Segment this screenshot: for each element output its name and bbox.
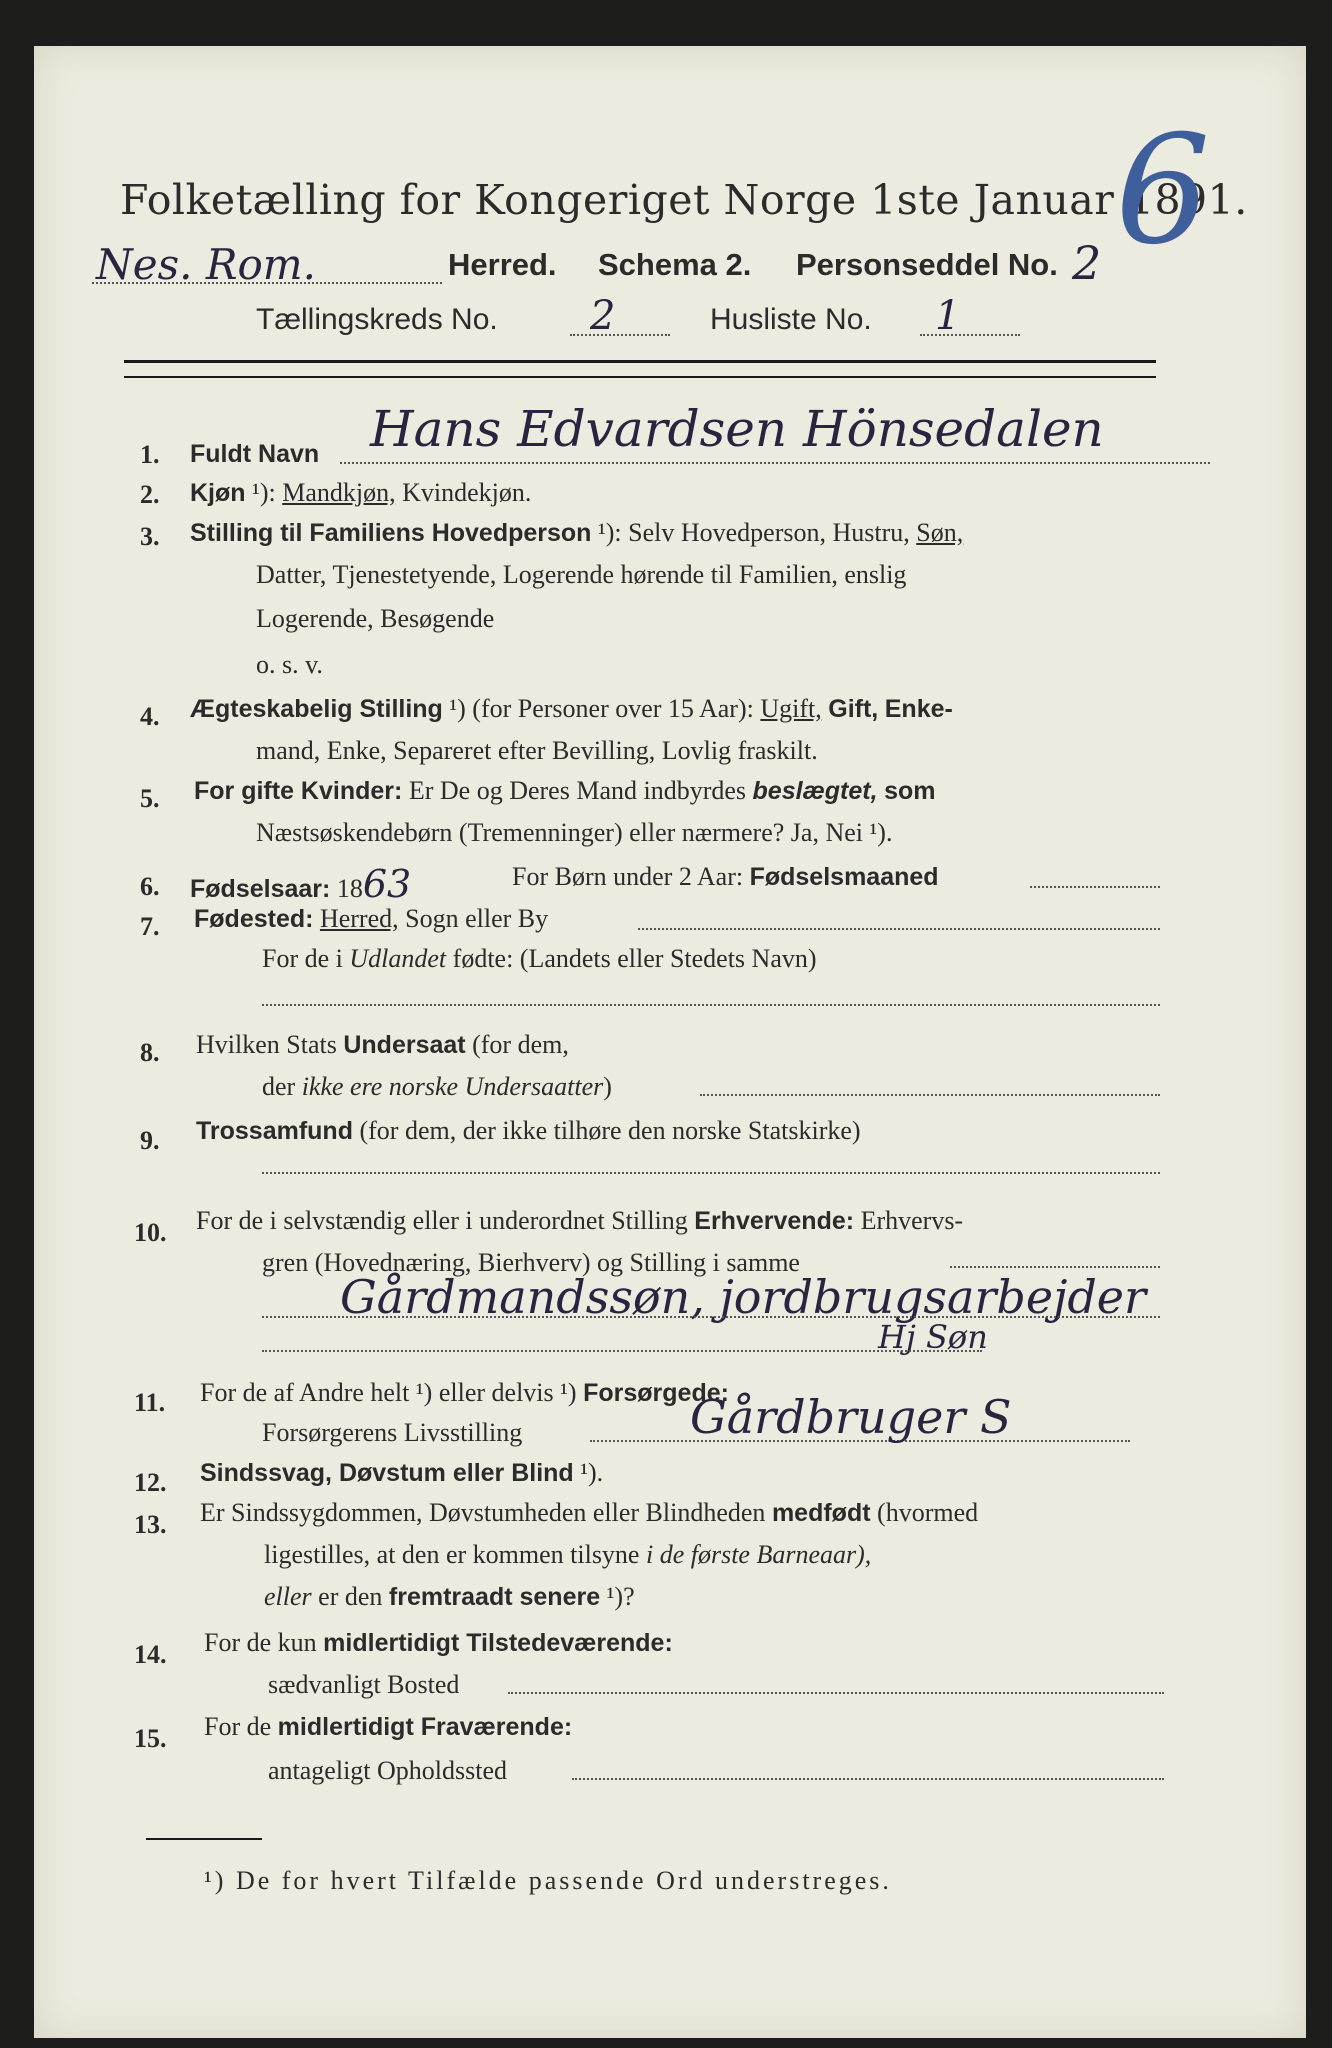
q14-line2: sædvanligt Bosted xyxy=(268,1670,460,1699)
q8-b: (for dem, xyxy=(472,1030,569,1059)
q9-rest: (for dem, der ikke tilhøre den norske Statskirke) xyxy=(359,1116,861,1145)
q6-dotline xyxy=(1030,886,1160,888)
q6-label: Fødselsaar: xyxy=(190,875,331,903)
q2-sup: ¹): xyxy=(252,478,276,507)
item-number-15: 15. xyxy=(134,1724,167,1753)
q13-line3-a: er den xyxy=(318,1582,383,1611)
item-number-5: 5. xyxy=(140,784,160,813)
q13-a: Er Sindssygdommen, Døvstumheden eller Blindheden xyxy=(200,1498,766,1527)
item-number-3: 3. xyxy=(140,522,160,551)
q7-line2-b: fødte: (Landets eller Stedets Navn) xyxy=(452,944,817,973)
item-number-10: 10. xyxy=(134,1218,167,1247)
q13-line2-italic: i de første Barneaar), xyxy=(645,1540,872,1569)
q9-label: Trossamfund xyxy=(196,1117,353,1145)
q10-value: Gårdmandssøn, jordbrugsarbejder xyxy=(340,1270,1147,1324)
herred-label: Herred. xyxy=(448,247,557,282)
q9-dotline xyxy=(262,1172,1160,1174)
item-number-14: 14. xyxy=(134,1640,167,1669)
footnote: ¹) De for hvert Tilfælde passende Ord understreges. xyxy=(204,1866,892,1895)
q7-line2-italic: Udlandet xyxy=(349,944,447,973)
q10-a: For de i selvstændig eller i underordnet Stilling xyxy=(196,1206,688,1235)
q2-option-male: Mandkjøn, xyxy=(282,478,396,507)
q3-label: Stilling til Familiens Hovedperson xyxy=(190,519,592,547)
q7-dotline xyxy=(638,928,1160,930)
q7-dotline-2 xyxy=(262,1004,1160,1006)
personseddel-label: Personseddel No. xyxy=(796,247,1058,282)
q4-line2: mand, Enke, Separeret efter Bevilling, Lovlig fraskilt. xyxy=(256,736,818,765)
q8-bold: Undersaat xyxy=(343,1031,466,1059)
q3-son: Søn, xyxy=(916,518,964,547)
q2-label: Kjøn xyxy=(190,479,246,507)
q11-value: Gårdbruger S xyxy=(690,1390,1012,1444)
header-rule xyxy=(124,360,1156,363)
q4-gift: Gift, xyxy=(828,695,879,723)
q6-rest: For Børn under 2 Aar: xyxy=(512,862,744,891)
herred-dotline xyxy=(92,282,442,284)
kreds-label: Tællingskreds No. xyxy=(256,303,498,336)
item-number-9: 9. xyxy=(140,1126,160,1155)
item-number-6: 6. xyxy=(140,872,160,901)
q10-dotline-2 xyxy=(262,1316,1160,1318)
q10-dotline xyxy=(950,1266,1160,1268)
q13-line3-italic: eller xyxy=(264,1582,312,1611)
kreds-no: 2 xyxy=(590,293,616,339)
item-number-8: 8. xyxy=(140,1038,160,1067)
q13-line3-bold: fremtraadt senere xyxy=(388,1583,601,1611)
q14-a: For de kun xyxy=(204,1628,317,1657)
corner-mark: 6 xyxy=(1115,104,1211,278)
q4-label: Ægteskabelig Stilling xyxy=(190,695,443,723)
q11-a: For de af Andre helt ¹) eller delvis ¹) xyxy=(200,1378,577,1407)
q13-b: (hvormed xyxy=(877,1498,979,1527)
form-title: Folketælling for Kongeriget Norge 1ste Januar 1891. xyxy=(120,176,1248,224)
q11-line2: Forsørgerens Livsstilling xyxy=(262,1418,523,1447)
q15-dotline xyxy=(572,1778,1164,1780)
q8-a: Hvilken Stats xyxy=(196,1030,337,1059)
husliste-no: 1 xyxy=(935,293,961,339)
q10-note: Hj Søn xyxy=(878,1318,988,1356)
q12-label: Sindssvag, Døvstum eller Blind xyxy=(200,1459,574,1487)
item-number-1: 1. xyxy=(140,440,160,469)
q5-som: som xyxy=(884,777,936,805)
q15-a: For de xyxy=(204,1712,272,1741)
q15-bold: midlertidigt Fraværende: xyxy=(277,1713,573,1741)
q10-dotline-3 xyxy=(262,1350,982,1352)
q3-rest: ¹): Selv Hovedperson, Hustru, xyxy=(597,518,910,547)
q5-italic: beslægtet, xyxy=(752,777,878,805)
q8-line2-a: der xyxy=(262,1072,296,1101)
item-number-11: 11. xyxy=(134,1388,166,1417)
item-number-4: 4. xyxy=(140,702,160,731)
q7-line2-a: For de i xyxy=(262,944,343,973)
schema-label: Schema 2. xyxy=(598,247,752,282)
footnote-rule xyxy=(146,1838,262,1840)
q10-line2: gren (Hovednæring, Bierhverv) og Stilling i samme xyxy=(262,1248,800,1277)
item-number-12: 12. xyxy=(134,1468,167,1497)
q3-line4: o. s. v. xyxy=(256,650,323,679)
q2-option-female: Kvindekjøn. xyxy=(402,478,532,507)
q12-sup: ¹). xyxy=(580,1458,604,1487)
header-rule-2 xyxy=(124,376,1156,378)
q13-bold: medfødt xyxy=(771,1499,871,1527)
q1-value: Hans Edvardsen Hönsedalen xyxy=(370,400,1104,458)
q5-line2: Næstsøskendebørn (Tremenninger) eller nærmere? Ja, Nei ¹). xyxy=(256,818,893,847)
q3-line3: Logerende, Besøgende xyxy=(256,604,495,633)
husliste-dotline xyxy=(920,334,1020,336)
q1-dotline xyxy=(340,462,1210,464)
q7-rest: Sogn eller By xyxy=(405,904,549,933)
q5-rest: Er De og Deres Mand indbyrdes xyxy=(408,776,747,805)
item-number-7: 7. xyxy=(140,912,160,941)
q6-value: 63 xyxy=(362,862,412,906)
q7-herred: Herred, xyxy=(319,904,399,933)
q7-label: Fødested: xyxy=(194,905,314,933)
q6-bold: Fødselsmaaned xyxy=(749,863,939,891)
q1-label: Fuldt Navn xyxy=(190,440,320,468)
q10-b: Erhvervs- xyxy=(860,1206,964,1235)
q15-line2: antageligt Opholdssted xyxy=(268,1756,508,1785)
q6-prefix: 18 xyxy=(336,874,363,903)
kreds-dotline xyxy=(570,334,670,336)
q14-bold: midlertidigt Tilstedeværende: xyxy=(323,1629,673,1657)
q13-line2-a: ligestilles, at den er kommen tilsyne xyxy=(264,1540,640,1569)
husliste-label: Husliste No. xyxy=(710,303,872,336)
personseddel-no: 2 xyxy=(1072,236,1102,290)
q4-enke: Enke- xyxy=(884,695,953,723)
q8-dotline xyxy=(700,1094,1160,1096)
herred-name: Nes. Rom. xyxy=(96,240,316,289)
q13-line3-b: ¹)? xyxy=(606,1582,635,1611)
q14-dotline xyxy=(508,1692,1164,1694)
q8-line2-italic: ikke ere norske Undersaatter xyxy=(301,1072,604,1101)
q3-line2: Datter, Tjenestetyende, Logerende hørende til Familien, enslig xyxy=(256,560,907,589)
q4-rest: ¹) (for Personer over 15 Aar): xyxy=(449,694,754,723)
item-number-13: 13. xyxy=(134,1510,167,1539)
q10-bold: Erhvervende: xyxy=(694,1207,855,1235)
item-number-2: 2. xyxy=(140,480,160,509)
q11-bold: Forsørgede: xyxy=(583,1379,729,1407)
q5-label: For gifte Kvinder: xyxy=(194,777,403,805)
q4-ugift: Ugift, xyxy=(760,694,822,723)
